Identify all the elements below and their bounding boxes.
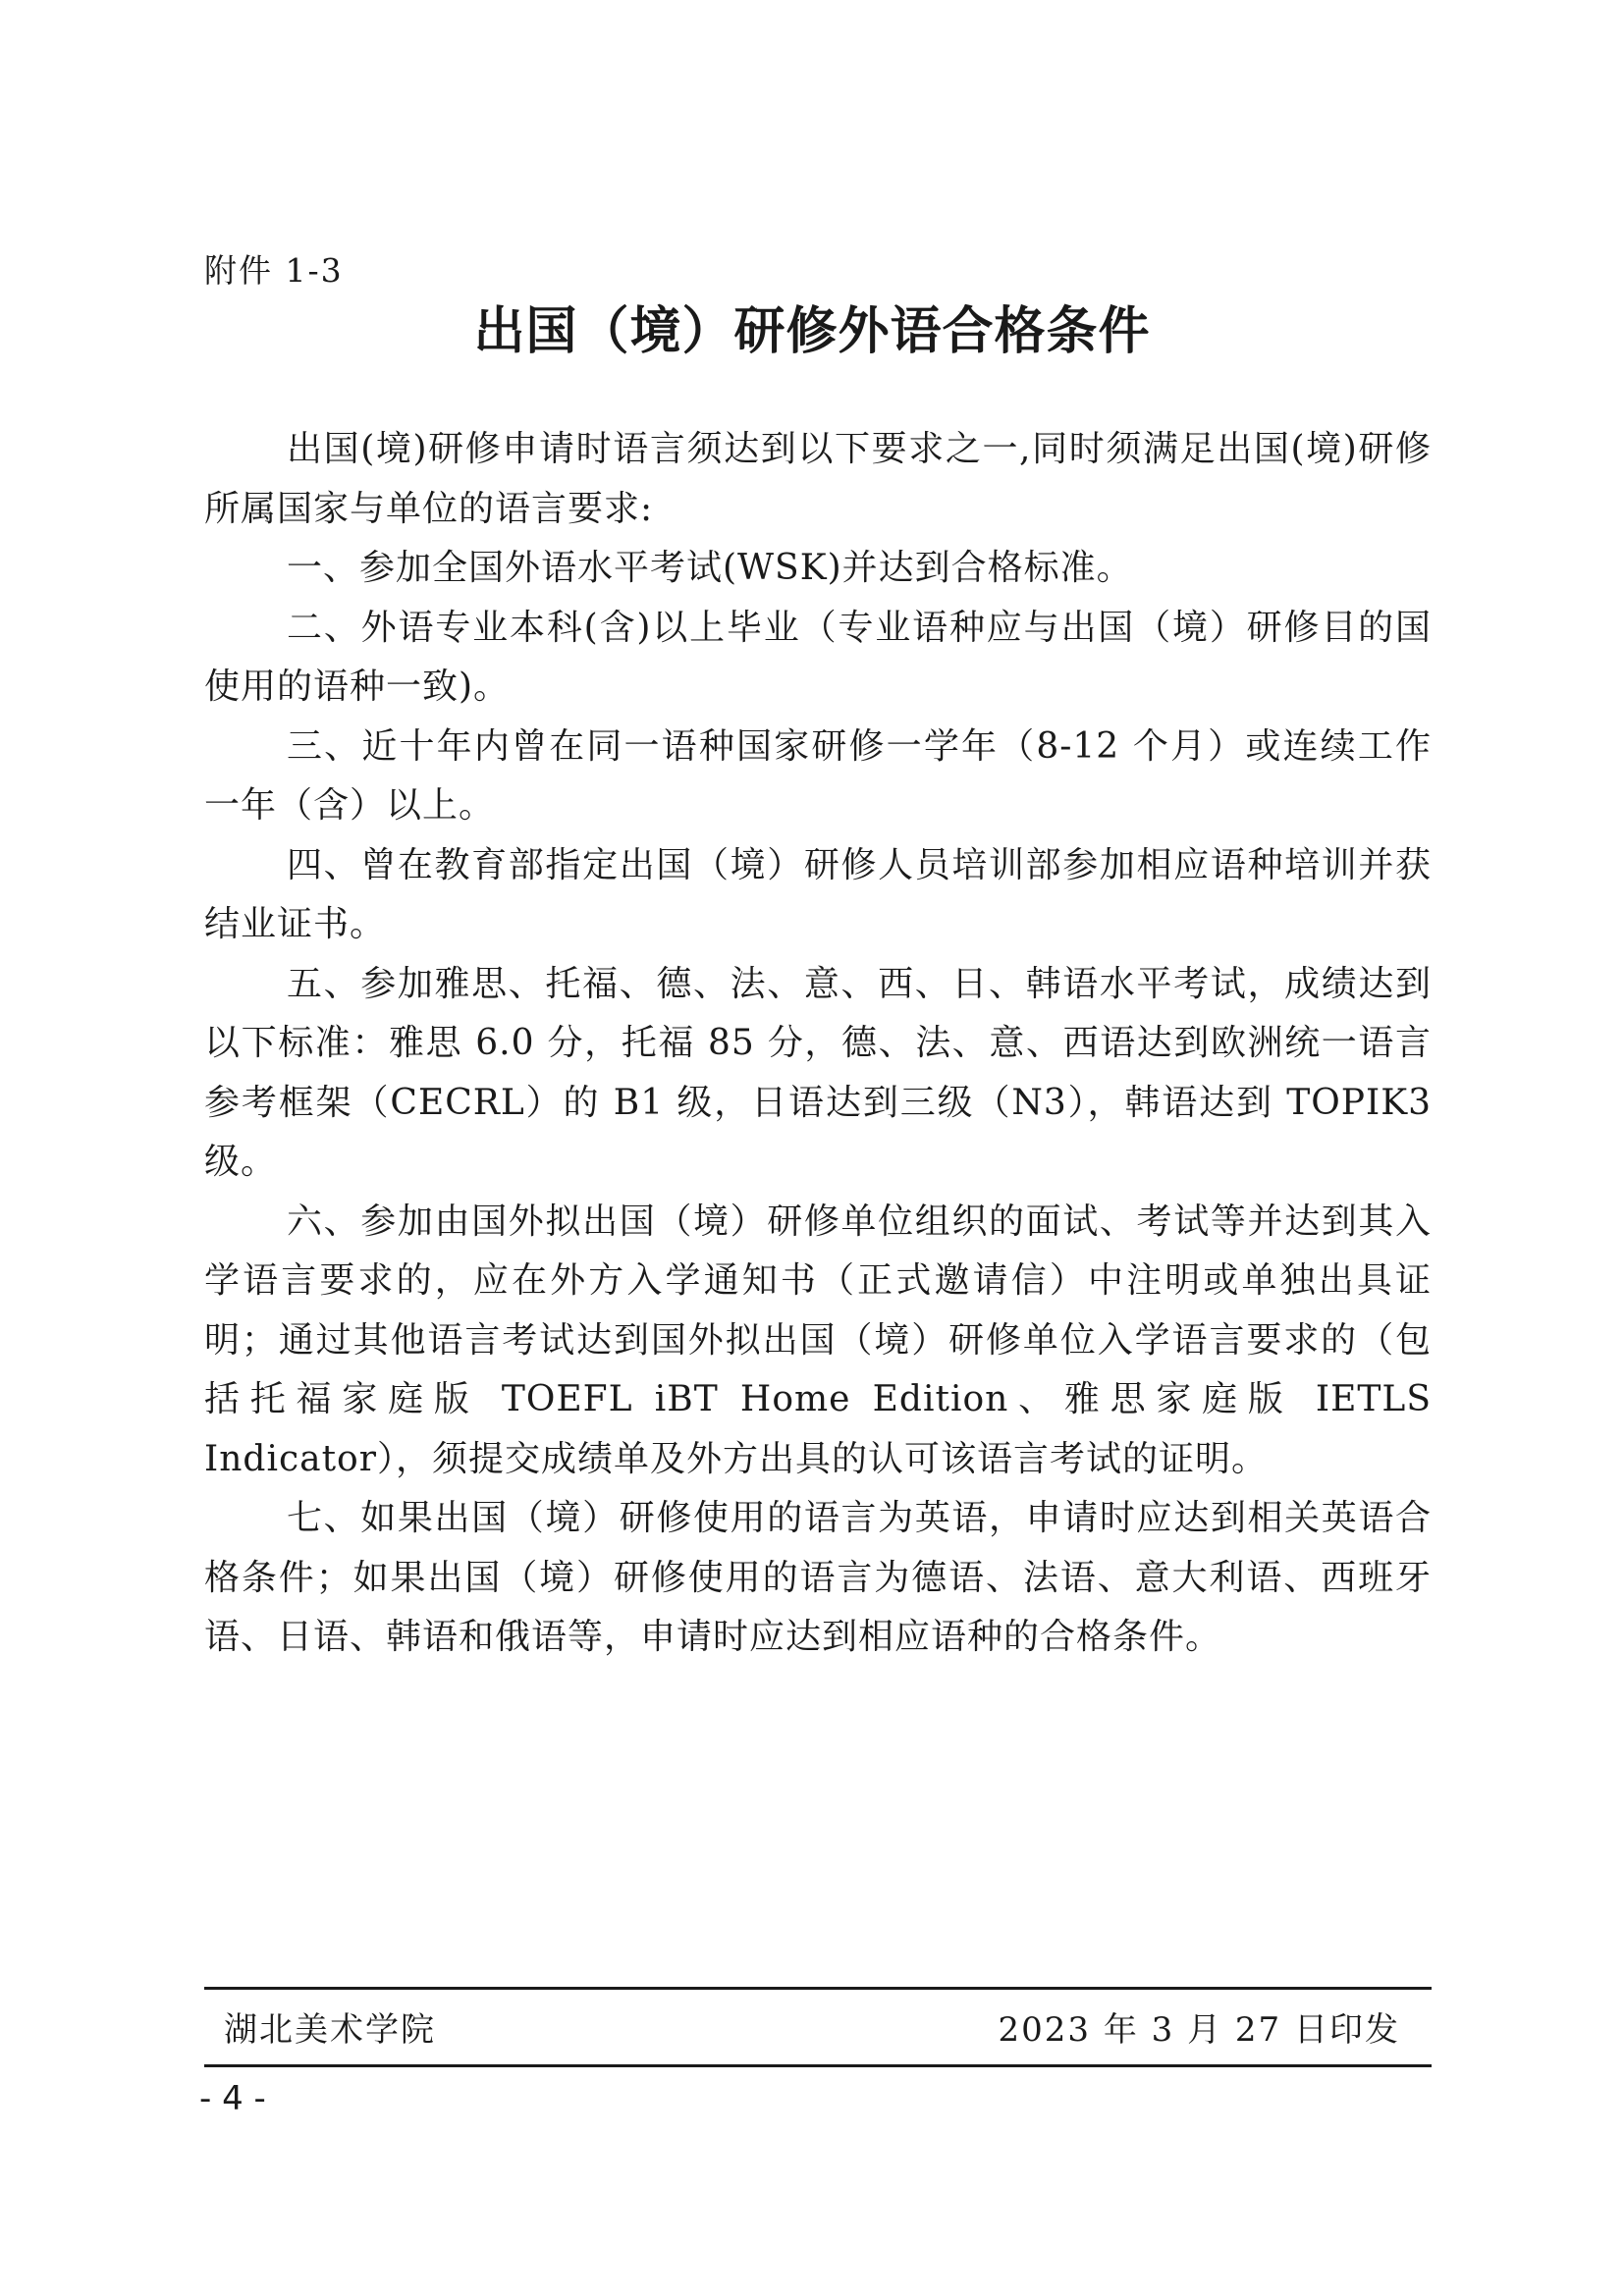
footer-top-rule [204,1987,1432,1990]
condition-2: 二、外语专业本科(含)以上毕业（专业语种应与出国（境）研修目的国使用的语种一致)。 [204,607,1432,707]
condition-4: 四、曾在教育部指定出国（境）研修人员培训部参加相应语种培训并获结业证书。 [204,844,1432,944]
attachment-label: 附件 1-3 [204,251,344,290]
condition-5: 五、参加雅思、托福、德、法、意、西、日、韩语水平考试，成绩达到以下标准：雅思 6.0 分，托福 85 分，德、法、意、西语达到欧洲统一语言参考框架（CECRL）的 B1 级，日语达到三级（N3），韩语达到 TOPIK3 级。 [204,963,1432,1182]
condition-1: 一、参加全国外语水平考试(WSK)并达到合格标准。 [287,548,1133,588]
document-title: 出国（境）研修外语合格条件 [473,302,1151,361]
footer-bottom-rule [204,2064,1432,2067]
footer-issue-date: 2023 年 3 月 27 日印发 [998,2010,1400,2050]
condition-6: 六、参加由国外拟出国（境）研修单位组织的面试、考试等并达到其入学语言要求的，应在外方入学通知书（正式邀请信）中注明或单独出具证明；通过其他语言考试达到国外拟出国（境）研修单位入学语言要求的（包括托福家庭版 TOEFL iBT Home Edition、雅思家庭版 IETLS Indicator），须提交成绩单及外方出具的认可该语言考试的证明。 [204,1201,1432,1479]
footer-organization: 湖北美术学院 [224,2010,436,2050]
document-body [204,420,1432,1668]
intro-paragraph: 出国(境)研修申请时语言须达到以下要求之一,同时须满足出国(境)研修所属国家与单位的语言要求: [204,429,1432,529]
condition-7: 七、如果出国（境）研修使用的语言为英语，申请时应达到相关英语合格条件；如果出国（境）研修使用的语言为德语、法语、意大利语、西班牙语、日语、韩语和俄语等，申请时应达到相应语种的合格条件。 [204,1498,1432,1657]
page-number: - 4 - [199,2079,266,2118]
condition-3: 三、近十年内曾在同一语种国家研修一学年（8-12 个月）或连续工作一年（含）以上。 [204,725,1432,826]
